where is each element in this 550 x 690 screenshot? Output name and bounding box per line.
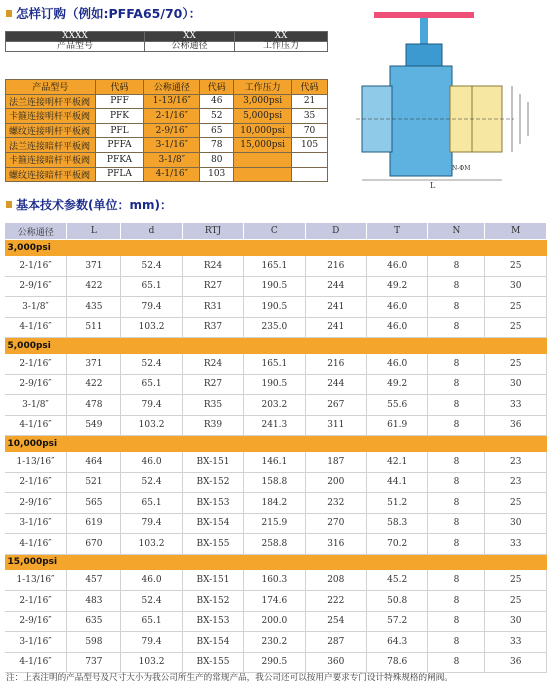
table-cell: 216 (305, 354, 366, 375)
table-row (5, 276, 547, 297)
table-cell: 103.2 (121, 317, 182, 338)
table-cell: 8 (428, 652, 485, 673)
table-cell: 635 (67, 611, 121, 632)
table-cell: 158.8 (244, 472, 305, 493)
order-cell-pcode (292, 167, 328, 182)
table-cell: 241 (305, 297, 366, 318)
dim-N-label: N-ΦM (452, 165, 471, 172)
table-cell: 23 (485, 472, 547, 493)
pressure-group-label: 5,000psi (5, 338, 547, 354)
table-cell: 290.5 (244, 652, 305, 673)
table-cell: 2-1/16″ (5, 591, 67, 612)
table-cell: 215.9 (244, 513, 305, 534)
order-col-header: 代码 (95, 80, 144, 95)
table-cell: 8 (428, 611, 485, 632)
table-cell: 33 (485, 632, 547, 653)
table-cell: 190.5 (244, 276, 305, 297)
table-cell: 2-9/16″ (5, 611, 67, 632)
order-cell-pcode: 105 (292, 138, 328, 153)
table-cell: 3-1/16″ (5, 632, 67, 653)
table-cell: 222 (305, 591, 366, 612)
table-row (5, 611, 547, 632)
handwheel-icon (374, 12, 474, 18)
order-row (6, 138, 328, 153)
order-cell-scode: 78 (200, 138, 234, 153)
table-row (5, 256, 547, 277)
table-cell: 49.2 (366, 374, 427, 395)
table-cell: 52.4 (121, 591, 182, 612)
table-cell: BX-151 (182, 452, 243, 473)
table-cell: 483 (67, 591, 121, 612)
order-cell-size: 3-1/16″ (144, 138, 200, 153)
table-cell: 267 (305, 395, 366, 416)
table-cell: 52.4 (121, 256, 182, 277)
order-cell-size: 2-1/16″ (144, 109, 200, 124)
table-row (5, 513, 547, 534)
table-cell: 232 (305, 493, 366, 514)
table-cell: 3-1/8″ (5, 395, 67, 416)
table-cell: 311 (305, 415, 366, 436)
table-cell: 25 (485, 570, 547, 591)
params-col-header: d (121, 223, 182, 240)
order-cell-scode: 65 (200, 123, 234, 138)
table-cell: 2-1/16″ (5, 354, 67, 375)
order-cell-pressure: 5,000psi (234, 109, 292, 124)
table-cell: BX-151 (182, 570, 243, 591)
pressure-group-label: 3,000psi (5, 240, 547, 256)
table-cell: R24 (182, 354, 243, 375)
table-cell: 8 (428, 297, 485, 318)
table-cell: 79.4 (121, 297, 182, 318)
table-cell: 435 (67, 297, 121, 318)
table-cell: BX-154 (182, 513, 243, 534)
table-cell: 46.0 (121, 570, 182, 591)
table-cell: BX-154 (182, 632, 243, 653)
table-cell: 2-1/16″ (5, 472, 67, 493)
table-cell: 30 (485, 513, 547, 534)
table-cell: 25 (485, 297, 547, 318)
order-cell-name: 螺纹连接暗杆平板阀 (6, 167, 96, 182)
table-cell: 511 (67, 317, 121, 338)
table-row (5, 452, 547, 473)
table-cell: 258.8 (244, 534, 305, 555)
table-row (5, 415, 547, 436)
table-cell: R27 (182, 374, 243, 395)
table-cell: 51.2 (366, 493, 427, 514)
valve-body-icon (390, 66, 452, 176)
table-cell: 8 (428, 472, 485, 493)
table-cell: 79.4 (121, 632, 182, 653)
order-cell-pcode (292, 152, 328, 167)
table-cell: 3-1/8″ (5, 297, 67, 318)
table-cell: 46.0 (121, 452, 182, 473)
table-cell: 165.1 (244, 256, 305, 277)
table-cell: 78.6 (366, 652, 427, 673)
table-cell: 4-1/16″ (5, 415, 67, 436)
order-cell-size: 2-9/16″ (144, 123, 200, 138)
table-cell: 4-1/16″ (5, 317, 67, 338)
order-cell-scode: 103 (200, 167, 234, 182)
table-cell: 549 (67, 415, 121, 436)
table-row (5, 317, 547, 338)
order-cell-name: 螺纹连接明杆平板阀 (6, 123, 96, 138)
table-cell: 184.2 (244, 493, 305, 514)
table-cell: BX-152 (182, 591, 243, 612)
table-row (5, 493, 547, 514)
table-cell: 565 (67, 493, 121, 514)
order-table (5, 79, 328, 182)
order-row (6, 94, 328, 109)
params-col-header: D (305, 223, 366, 240)
order-cell-scode: 46 (200, 94, 234, 109)
table-cell: 457 (67, 570, 121, 591)
table-cell: 478 (67, 395, 121, 416)
table-cell: 270 (305, 513, 366, 534)
code-label: 公称通径 (145, 42, 235, 52)
table-cell: 8 (428, 570, 485, 591)
gate-valve-drawing (342, 4, 548, 189)
table-cell: 25 (485, 256, 547, 277)
table-cell: 371 (67, 354, 121, 375)
table-cell: 58.3 (366, 513, 427, 534)
table-cell: 45.2 (366, 570, 427, 591)
table-cell: 25 (485, 493, 547, 514)
table-cell: 670 (67, 534, 121, 555)
table-cell: 2-1/16″ (5, 256, 67, 277)
table-cell: 65.1 (121, 493, 182, 514)
params-col-header: RTJ (182, 223, 243, 240)
table-cell: 203.2 (244, 395, 305, 416)
order-row (6, 152, 328, 167)
table-cell: 737 (67, 652, 121, 673)
table-cell: 8 (428, 354, 485, 375)
params-col-header: L (67, 223, 121, 240)
table-cell: 287 (305, 632, 366, 653)
order-cell-pressure: 3,000psi (234, 94, 292, 109)
order-cell-scode: 52 (200, 109, 234, 124)
table-cell: 360 (305, 652, 366, 673)
params-col-header: C (244, 223, 305, 240)
table-cell: 190.5 (244, 374, 305, 395)
bullet-square-icon (6, 10, 12, 17)
table-cell: 61.9 (366, 415, 427, 436)
order-row (6, 167, 328, 182)
pressure-group-label: 15,000psi (5, 554, 547, 570)
table-cell: 46.0 (366, 317, 427, 338)
order-cell-size: 1-13/16″ (144, 94, 200, 109)
order-cell-size: 4-1/16″ (144, 167, 200, 182)
table-cell: 36 (485, 652, 547, 673)
table-cell: 190.5 (244, 297, 305, 318)
dim-L-label: L (430, 181, 436, 189)
table-cell: 598 (67, 632, 121, 653)
table-cell: 70.2 (366, 534, 427, 555)
table-row (5, 354, 547, 375)
table-row (5, 632, 547, 653)
order-cell-scode: 80 (200, 152, 234, 167)
order-cell-code: PFFA (95, 138, 144, 153)
pressure-group-row (5, 240, 547, 256)
order-cell-pressure (234, 152, 292, 167)
order-cell-pcode: 21 (292, 94, 328, 109)
table-cell: 200.0 (244, 611, 305, 632)
table-cell: R35 (182, 395, 243, 416)
table-cell: 174.6 (244, 591, 305, 612)
table-cell: 55.6 (366, 395, 427, 416)
order-cell-name: 法兰连接明杆平板阀 (6, 94, 96, 109)
code-placeholder: XX (145, 32, 235, 42)
params-table (4, 222, 547, 673)
order-col-header: 产品型号 (6, 80, 96, 95)
table-cell: 216 (305, 256, 366, 277)
pressure-group-row (5, 436, 547, 452)
table-cell: 241 (305, 317, 366, 338)
table-cell: 244 (305, 374, 366, 395)
order-cell-pressure (234, 167, 292, 182)
table-cell: 422 (67, 374, 121, 395)
table-cell: 23 (485, 452, 547, 473)
footnote: 注：上表注明的产品型号及尺寸大小为我公司所生产的常规产品，我公司还可以按用户要求专门设计特殊规格的闸阀。 (6, 673, 453, 683)
table-cell: 42.1 (366, 452, 427, 473)
table-cell: 25 (485, 591, 547, 612)
order-code-header (5, 31, 328, 52)
table-row (5, 374, 547, 395)
order-cell-pcode: 70 (292, 123, 328, 138)
table-cell: 103.2 (121, 415, 182, 436)
order-row (6, 109, 328, 124)
table-cell: R24 (182, 256, 243, 277)
table-cell: 1-13/16″ (5, 452, 67, 473)
table-cell: 8 (428, 374, 485, 395)
table-cell: 254 (305, 611, 366, 632)
table-cell: 4-1/16″ (5, 534, 67, 555)
code-label: 工作压力 (235, 42, 328, 52)
table-cell: 65.1 (121, 276, 182, 297)
table-cell: 8 (428, 534, 485, 555)
table-row (5, 472, 547, 493)
table-cell: R27 (182, 276, 243, 297)
code-label: 产品型号 (6, 42, 145, 52)
order-title: 怎样订购（例如:PFFA65/70）： (6, 4, 201, 22)
table-cell: 103.2 (121, 652, 182, 673)
table-cell: 8 (428, 591, 485, 612)
table-cell: 8 (428, 317, 485, 338)
table-cell: 4-1/16″ (5, 652, 67, 673)
table-cell: 30 (485, 276, 547, 297)
table-cell: 8 (428, 256, 485, 277)
order-col-header: 代码 (200, 80, 234, 95)
order-col-header: 工作压力 (234, 80, 292, 95)
table-cell: 3-1/16″ (5, 513, 67, 534)
table-cell: BX-155 (182, 652, 243, 673)
order-cell-pressure: 15,000psi (234, 138, 292, 153)
table-cell: 8 (428, 513, 485, 534)
order-cell-name: 卡箍连接暗杆平板阀 (6, 152, 96, 167)
table-cell: 46.0 (366, 297, 427, 318)
table-cell: 25 (485, 317, 547, 338)
order-cell-pressure: 10,000psi (234, 123, 292, 138)
code-placeholder: XX (235, 32, 328, 42)
params-col-header: 公称通径 (5, 223, 67, 240)
table-cell: 8 (428, 415, 485, 436)
table-cell: 30 (485, 374, 547, 395)
params-col-header: M (485, 223, 547, 240)
table-cell: 46.0 (366, 256, 427, 277)
table-row (5, 534, 547, 555)
table-cell: 244 (305, 276, 366, 297)
pressure-group-row (5, 338, 547, 354)
order-cell-size: 3-1/8″ (144, 152, 200, 167)
table-cell: 160.3 (244, 570, 305, 591)
bullet-square-icon (6, 201, 12, 208)
table-row (5, 570, 547, 591)
params-title: 基本技术参数(单位：mm)： (6, 196, 172, 213)
order-cell-code: PFL (95, 123, 144, 138)
table-cell: 49.2 (366, 276, 427, 297)
order-col-header: 公称通径 (144, 80, 200, 95)
params-col-header: N (428, 223, 485, 240)
table-row (5, 297, 547, 318)
table-cell: 52.4 (121, 354, 182, 375)
table-cell: 316 (305, 534, 366, 555)
table-cell: R39 (182, 415, 243, 436)
table-cell: BX-153 (182, 493, 243, 514)
table-cell: BX-153 (182, 611, 243, 632)
table-cell: 2-9/16″ (5, 493, 67, 514)
order-row (6, 123, 328, 138)
table-row (5, 591, 547, 612)
table-cell: 422 (67, 276, 121, 297)
order-cell-code: PFKA (95, 152, 144, 167)
table-cell: 521 (67, 472, 121, 493)
table-cell: 8 (428, 395, 485, 416)
table-cell: 8 (428, 452, 485, 473)
table-cell: 146.1 (244, 452, 305, 473)
order-cell-code: PFLA (95, 167, 144, 182)
table-cell: R37 (182, 317, 243, 338)
pressure-group-row (5, 554, 547, 570)
order-col-header: 代码 (292, 80, 328, 95)
table-cell: R31 (182, 297, 243, 318)
table-cell: BX-155 (182, 534, 243, 555)
table-cell: 2-9/16″ (5, 374, 67, 395)
table-cell: 464 (67, 452, 121, 473)
table-cell: 8 (428, 276, 485, 297)
table-cell: 187 (305, 452, 366, 473)
table-cell: 1-13/16″ (5, 570, 67, 591)
table-cell: 52.4 (121, 472, 182, 493)
table-cell: 8 (428, 493, 485, 514)
order-cell-name: 法兰连接暗杆平板阀 (6, 138, 96, 153)
table-cell: 619 (67, 513, 121, 534)
table-row (5, 652, 547, 673)
table-cell: 65.1 (121, 374, 182, 395)
table-cell: 230.2 (244, 632, 305, 653)
order-cell-pcode: 35 (292, 109, 328, 124)
order-cell-name: 卡箍连接明杆平板阀 (6, 109, 96, 124)
table-cell: 36 (485, 415, 547, 436)
code-placeholder: XXXX (6, 32, 145, 42)
table-cell: 30 (485, 611, 547, 632)
table-cell: 44.1 (366, 472, 427, 493)
pressure-group-label: 10,000psi (5, 436, 547, 452)
params-col-header: T (366, 223, 427, 240)
table-cell: 46.0 (366, 354, 427, 375)
table-cell: BX-152 (182, 472, 243, 493)
table-cell: 371 (67, 256, 121, 277)
table-cell: 50.8 (366, 591, 427, 612)
order-cell-code: PFK (95, 109, 144, 124)
order-cell-code: PFF (95, 94, 144, 109)
table-cell: 79.4 (121, 395, 182, 416)
table-cell: 241.3 (244, 415, 305, 436)
table-cell: 79.4 (121, 513, 182, 534)
table-cell: 64.3 (366, 632, 427, 653)
table-cell: 2-9/16″ (5, 276, 67, 297)
table-cell: 103.2 (121, 534, 182, 555)
table-cell: 33 (485, 534, 547, 555)
table-cell: 33 (485, 395, 547, 416)
table-cell: 208 (305, 570, 366, 591)
table-cell: 8 (428, 632, 485, 653)
table-cell: 235.0 (244, 317, 305, 338)
table-cell: 57.2 (366, 611, 427, 632)
table-cell: 165.1 (244, 354, 305, 375)
table-cell: 65.1 (121, 611, 182, 632)
table-row (5, 395, 547, 416)
table-cell: 200 (305, 472, 366, 493)
table-cell: 25 (485, 354, 547, 375)
